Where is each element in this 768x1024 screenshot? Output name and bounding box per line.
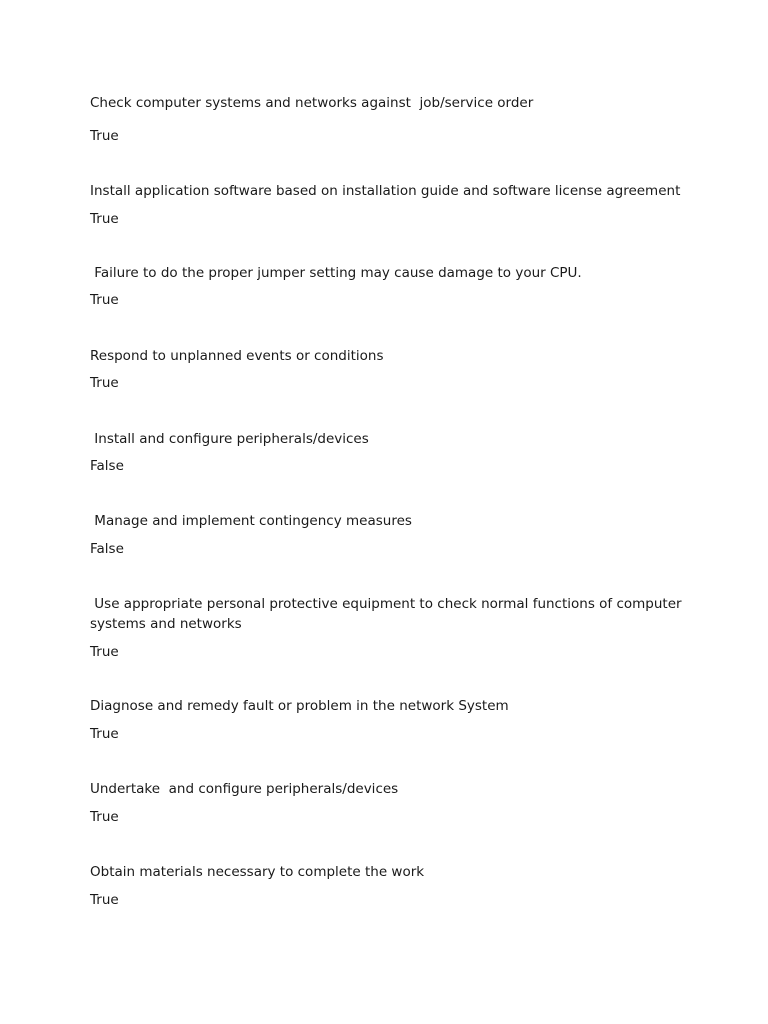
qa-item <box>90 511 690 559</box>
answer-text: True <box>90 292 119 308</box>
qa-item <box>90 696 690 744</box>
answer-text: True <box>90 375 119 391</box>
qa-item <box>90 263 690 310</box>
answer-text: False <box>90 541 124 557</box>
qa-item <box>90 93 690 146</box>
question-text: Manage and implement contingency measures <box>90 513 412 529</box>
qa-item <box>90 429 690 476</box>
answer-text: True <box>90 128 119 144</box>
question-text: Use appropriate personal protective equipment to check normal functions of computer systems and networks <box>90 596 686 632</box>
answer-text: True <box>90 892 119 908</box>
qa-item <box>90 862 690 910</box>
question-text: Install and configure peripherals/devices <box>90 431 369 447</box>
answer-text: True <box>90 211 119 227</box>
qa-item <box>90 346 690 393</box>
qa-item <box>90 181 690 229</box>
question-text: Obtain materials necessary to complete the work <box>90 864 425 880</box>
question-text: Install application software based on installation guide and software license agreement <box>90 183 681 199</box>
question-text: Diagnose and remedy fault or problem in the network System <box>90 698 509 714</box>
answer-text: True <box>90 726 119 742</box>
question-text: Undertake and configure peripherals/devices <box>90 781 399 797</box>
answer-text: True <box>90 809 119 825</box>
question-text: Respond to unplanned events or conditions <box>90 348 384 364</box>
answer-text: True <box>90 644 119 660</box>
answer-text: False <box>90 458 124 474</box>
qa-item <box>90 594 690 662</box>
qa-item <box>90 779 690 827</box>
question-text: Check computer systems and networks against job/service order <box>90 95 534 111</box>
question-text: Failure to do the proper jumper setting may cause damage to your CPU. <box>90 265 582 281</box>
